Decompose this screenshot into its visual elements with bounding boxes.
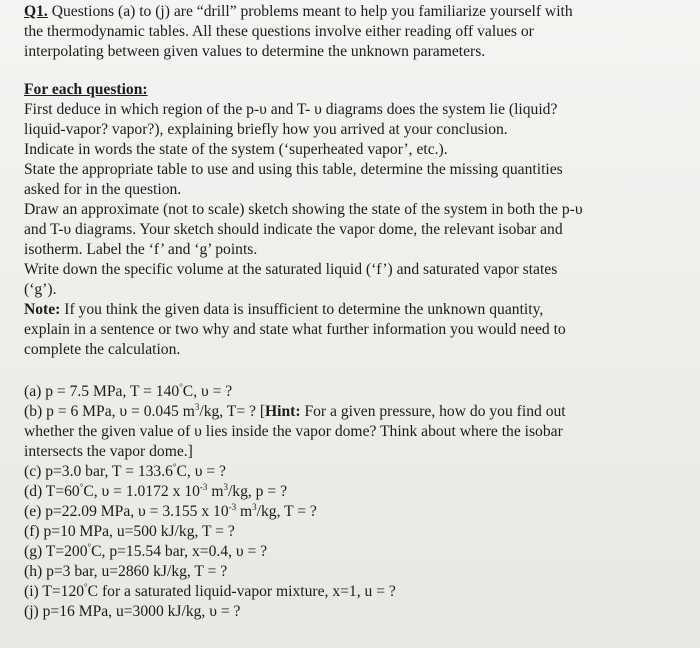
instruction-line: isotherm. Label the ‘f’ and ‘g’ points.: [24, 241, 258, 258]
note-line-2: explain in a sentence or two why and state what further information you would need to: [24, 321, 566, 338]
instruction-line: State the appropriate table to use and using this table, determine the missing quantities: [24, 161, 563, 178]
instruction-line: and T-υ diagrams. Your sketch should indicate the vapor dome, the relevant isobar and: [24, 221, 563, 238]
question-j: (j) p=16 MPa, u=3000 kJ/kg, υ = ?: [24, 603, 241, 620]
instructions-heading: For each question:: [24, 81, 148, 98]
instruction-line: asked for in the question.: [24, 181, 182, 198]
intro-line-2: the thermodynamic tables. All these questions involve either reading off values or: [24, 23, 534, 40]
intro-line-3: interpolating between given values to determine the unknown parameters.: [24, 43, 486, 60]
question-h: (h) p=3 bar, u=2860 kJ/kg, T = ?: [24, 563, 228, 580]
question-g: (g) T=200°C, p=15.54 bar, x=0.4, υ = ?: [24, 542, 268, 560]
instruction-line: Draw an approximate (not to scale) sketch showing the state of the system in both the p-υ: [24, 201, 583, 218]
intro-paragraph: [24, 2, 684, 62]
instruction-line: (‘g’).: [24, 281, 57, 298]
question-number: Q1.: [24, 3, 48, 20]
question-d: (d) T=60°C, υ = 1.0172 x $10^{-3}$ $m^3/kg$, p = ?: [24, 482, 287, 500]
note-line-3: complete the calculation.: [24, 341, 181, 358]
note-label: Note:: [24, 301, 61, 318]
instructions-section: [24, 80, 684, 360]
instruction-line: First deduce in which region of the p-υ and T- υ diagrams does the system lie (liquid?: [24, 101, 558, 118]
question-b-cont-2: intersects the vapor dome.]: [24, 443, 193, 460]
question-b: (b) p = 6 MPa, υ = 0.045 $m^3/kg$, T= ? [Hint: For a given pressure, how do you find out: [24, 402, 566, 420]
instruction-line: Indicate in words the state of the system (‘superheated vapor’, etc.).: [24, 141, 448, 158]
hint-label: Hint:: [265, 403, 301, 420]
questions-list: [24, 382, 684, 622]
instruction-line: Write down the specific volume at the saturated liquid (‘f’) and saturated vapor states: [24, 261, 558, 278]
question-f: (f) p=10 MPa, u=500 kJ/kg, T = ?: [24, 523, 235, 540]
note-line-1: Note: If you think the given data is insufficient to determine the unknown quantity,: [24, 301, 544, 318]
intro-line-1: Q1. Questions (a) to (j) are “drill” problems meant to help you familiarize yourself with: [24, 3, 573, 20]
question-b-cont-1: whether the given value of υ lies inside the vapor dome? Think about where the isobar: [24, 423, 563, 440]
question-c: (c) p=3.0 bar, T = 133.6°C, υ = ?: [24, 462, 226, 480]
question-e: (e) p=22.09 MPa, υ = 3.155 x $10^{-3}$ $m^3/kg$, T = ?: [24, 502, 317, 520]
question-a: (a) p = 7.5 MPa, T = 140°C, υ = ?: [24, 382, 233, 400]
question-i: (i) T=120°C for a saturated liquid-vapor mixture, x=1, u = ?: [24, 582, 396, 600]
instruction-line: liquid-vapor? vapor?), explaining briefly how you arrived at your conclusion.: [24, 121, 508, 138]
